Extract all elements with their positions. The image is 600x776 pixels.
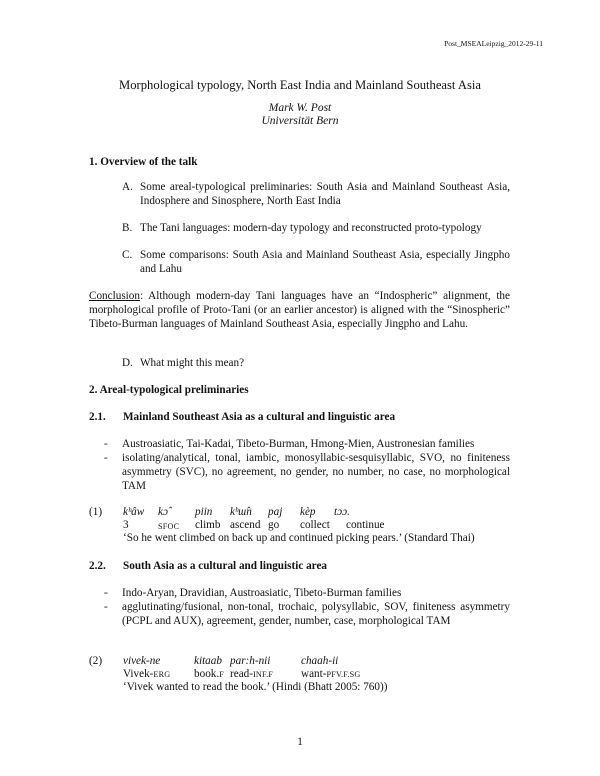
bullet-item: - isolating/analytical, tonal, iambic, monosyllabic-sesquisyllabic, SVO, no finiteness asymmetry (SVC), no agreement, no gender, no number, no case, no morphological TAM (104, 452, 510, 492)
example-1-translation: ‘So he went climbed on back up and continued picking pears.’ (Standard Thai) (123, 532, 475, 544)
example-gloss: ascend (230, 519, 261, 531)
example-gloss: continue (346, 519, 385, 531)
subsection-2-2-title: South Asia as a cultural and linguistic area (123, 560, 328, 572)
conclusion-label: Conclusion (89, 290, 140, 302)
page-number: 1 (297, 736, 303, 748)
overview-item-c (122, 248, 510, 276)
bullet-text: Indo-Aryan, Dravidian, Austroasiatic, Tibeto-Burman families (122, 587, 402, 599)
author-affiliation: Universität Bern (261, 115, 339, 127)
example-word: piin (195, 506, 213, 518)
item-text: Some comparisons: South Asia and Mainland Southeast Asia, especially Jingpho and Lahu (140, 249, 510, 275)
bullet-item: - Indo-Aryan, Dravidian, Austroasiatic, Tibeto-Burman families (104, 586, 510, 600)
item-label: D. (122, 357, 133, 369)
item-label: C. (122, 249, 133, 261)
author-name: Mark W. Post (268, 102, 332, 114)
overview-item-d (122, 356, 510, 370)
bullet-text: agglutinating/fusional, non-tonal, trochaic, polysyllabic, SOV, finiteness asymmetry (PCPL and AUX), agreement, gender, number, case, morphological TAM (122, 601, 510, 627)
subsection-2-2-number: 2.2. (89, 560, 106, 572)
example-2-translation: ‘Vivek wanted to read the book.’ (Hindi (Bhatt 2005: 760)) (123, 681, 388, 693)
example-word: kʰâw (123, 506, 145, 518)
example-gloss: book.F (194, 668, 224, 680)
example-word: tɔɔ. (334, 506, 350, 518)
example-gloss: Vivek-ERG (123, 668, 171, 680)
bullet-text: Austroasiatic, Tai-Kadai, Tibeto-Burman, Hmong-Mien, Austronesian families (122, 438, 475, 450)
subsection-2-1-title: Mainland Southeast Asia as a cultural and linguistic area (123, 411, 396, 423)
example-word: paj (268, 506, 283, 518)
bullet-text: isolating/analytical, tonal, iambic, monosyllabic-sesquisyllabic, SVO, no finiteness asymmetry (SVC), no agreement, no gender, no number, no case, no morphological TAM (122, 452, 510, 492)
example-gloss: 3 (123, 519, 129, 531)
overview-item-b (122, 221, 510, 235)
author-block (0, 102, 600, 128)
item-label: A. (122, 181, 133, 193)
item-text: What might this mean? (140, 357, 245, 369)
item-text: Some areal-typological preliminaries: South Asia and Mainland Southeast Asia, Indosphere and Sinosphere, North East India (140, 181, 510, 207)
example-gloss: go (268, 519, 280, 531)
overview-item-a (122, 180, 510, 208)
example-word: par:h-nii (230, 655, 271, 667)
item-text: The Tani languages: modern-day typology and reconstructed proto-typology (140, 222, 482, 234)
example-gloss: read-INF.F (230, 668, 274, 680)
example-word: chaah-ii (301, 655, 339, 667)
bullet-item: - Austroasiatic, Tai-Kadai, Tibeto-Burman, Hmong-Mien, Austronesian families (104, 437, 510, 451)
example-word: kʰɯ̂n (230, 506, 252, 518)
example-word: kitaab (194, 655, 222, 667)
item-label: B. (122, 222, 133, 234)
bullet-item: - agglutinating/fusional, non-tonal, trochaic, polysyllabic, SOV, finiteness asymmetry (PCPL and AUX), agreement, gender, number, case, morphological TAM (104, 601, 510, 627)
conclusion-paragraph (89, 289, 510, 331)
example-gloss: collect (300, 519, 330, 531)
document-id-header: Post_MSEALeipzig_2012-29-11 (444, 39, 543, 48)
example-gloss: climb (195, 519, 221, 531)
example-gloss: SFOC (158, 522, 180, 531)
example-word: kèp (300, 506, 316, 518)
example-2-number: (2) (89, 655, 103, 667)
subsection-2-1-number: 2.1. (89, 411, 106, 423)
section-2-heading: 2. Areal-typological preliminaries (89, 384, 249, 396)
paper-title: Morphological typology, North East India and Mainland Southeast Asia (119, 78, 481, 92)
example-word: kɔ̂ (158, 506, 168, 518)
example-gloss: want-PFV.F.SG (301, 668, 361, 680)
section-1-heading: 1. Overview of the talk (89, 156, 198, 168)
example-1-number: (1) (89, 506, 103, 518)
example-word: vivek-ne (123, 655, 161, 667)
conclusion-text: : Although modern-day Tani languages have an “Indospheric” alignment, the morphological profile of Proto-Tani (or an earlier ancestor) is aligned with the “Sinospheric” Tibeto-Burman languages of Mainland Southeast Asia, especially Jingpho and Lahu. (89, 290, 510, 330)
